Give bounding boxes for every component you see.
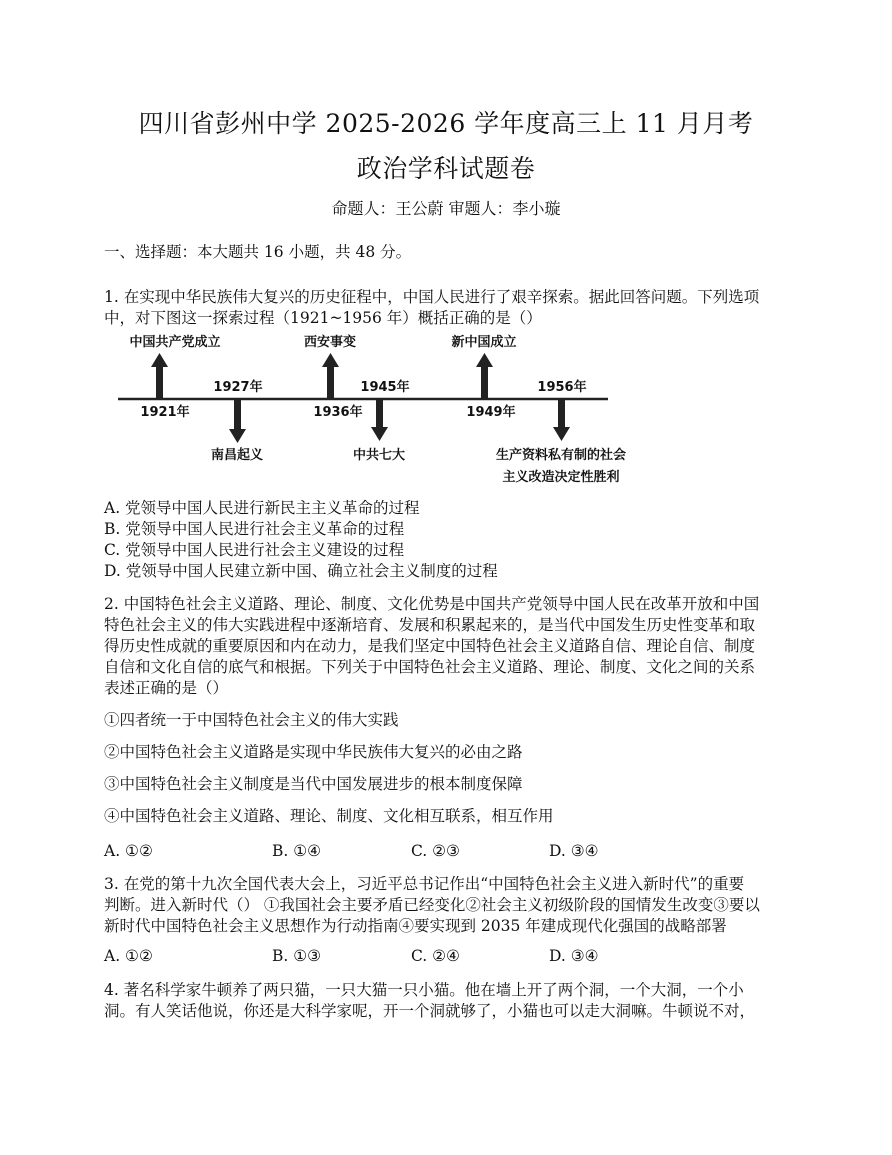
up-arrow-icon <box>151 353 168 399</box>
up-arrow-icon <box>322 353 339 399</box>
q2-text-line-4: 自信和文化自信的底气和根据。下列关于中国特色社会主义道路、理论、制度、文化之间的关系 <box>104 658 756 676</box>
q2-statement-3: ③中国特色社会主义制度是当代中国发展进步的根本制度保障 <box>104 775 523 793</box>
q3-text-line-2: 判断。进入新时代（） ①我国社会主要矛盾已经变化②社会主义初级阶段的国情发生改变③要以 <box>104 896 760 914</box>
exam-title: 四川省彭州中学 2025-2026 学年度高三上 11 月月考 <box>138 109 754 138</box>
event-label-1945: 中共七大 <box>352 448 406 463</box>
q2-option-a: A. ①② <box>104 842 153 860</box>
down-arrow-icon <box>229 399 246 443</box>
q3-option-a: A. ①② <box>104 947 153 965</box>
event-label-1949: 新中国成立 <box>451 335 517 350</box>
timeline-diagram <box>0 325 892 495</box>
event-label-1956-line-1: 生产资料私有制的社会 <box>495 448 627 463</box>
q2-text-line-1: 2. 中国特色社会主义道路、理论、制度、文化优势是中国共产党领导中国人民在改革开放和中国 <box>104 595 760 613</box>
section-heading: 一、选择题：本大题共 16 小题，共 48 分。 <box>104 243 412 261</box>
exam-subtitle: 政治学科试题卷 <box>356 154 536 183</box>
year-label-1927: 1927年 <box>213 380 263 395</box>
authors-line: 命题人：王公蔚 审题人：李小璇 <box>331 199 561 218</box>
q2-text-line-3: 得历史性成就的重要原因和内在动力，是我们坚定中国特色社会主义道路自信、理论自信、制度 <box>104 637 756 655</box>
q4-text-line-1: 4. 著名科学家牛顿养了两只猫，一只大猫一只小猫。他在墙上开了两个洞，一个大洞，一个小 <box>104 981 744 999</box>
event-label-1921: 中国共产党成立 <box>129 335 221 350</box>
q1-option-b: B. 党领导中国人民进行社会主义革命的过程 <box>104 520 405 538</box>
q2-option-c: C. ②③ <box>411 842 460 860</box>
q1-option-c: C. 党领导中国人民进行社会主义建设的过程 <box>104 541 405 559</box>
q3-text-line-1: 3. 在党的第十九次全国代表大会上，习近平总书记作出“中国特色社会主义进入新时代”的重要 <box>104 875 745 893</box>
event-label-1956-line-2: 主义改造决定性胜利 <box>502 470 620 485</box>
q2-option-d: D. ③④ <box>549 842 599 860</box>
q1-option-d: D. 党领导中国人民建立新中国、确立社会主义制度的过程 <box>104 562 498 580</box>
year-label-1949: 1949年 <box>466 405 516 420</box>
year-label-1921: 1921年 <box>140 405 190 420</box>
q3-text-line-3: 新时代中国特色社会主义思想作为行动指南④要实现到 2035 年建成现代化强国的战略部署 <box>104 917 727 935</box>
q3-option-d: D. ③④ <box>549 947 599 965</box>
q2-text-line-2: 特色社会主义的伟大实践进程中逐渐培育、发展和积累起来的，是当代中国发生历史性变革和取 <box>104 616 756 634</box>
q2-text-line-5: 表述正确的是（） <box>104 679 229 697</box>
q3-option-c: C. ②④ <box>411 947 460 965</box>
down-arrow-icon <box>371 399 388 441</box>
event-label-1936: 西安事变 <box>303 335 357 350</box>
q2-statement-2: ②中国特色社会主义道路是实现中华民族伟大复兴的必由之路 <box>104 743 523 761</box>
year-label-1945: 1945年 <box>360 380 410 395</box>
q1-text-line-1: 1. 在实现中华民族伟大复兴的历史征程中，中国人民进行了艰辛探索。据此回答问题。下列选项 <box>104 288 760 306</box>
event-label-1927: 南昌起义 <box>210 448 264 463</box>
q2-statement-1: ①四者统一于中国特色社会主义的伟大实践 <box>104 711 399 729</box>
year-label-1936: 1936年 <box>313 405 363 420</box>
q1-text-line-2: 中，对下图这一探索过程（1921~1956 年）概括正确的是（） <box>104 309 542 327</box>
q1-option-a: A. 党领导中国人民进行新民主主义革命的过程 <box>104 499 420 517</box>
up-arrow-icon <box>476 353 493 399</box>
q4-text-line-2: 洞。有人笑话他说，你还是大科学家呢，开一个洞就够了，小猫也可以走大洞嘛。牛顿说不对， <box>104 1002 756 1020</box>
year-label-1956: 1956年 <box>537 380 587 395</box>
q2-statement-4: ④中国特色社会主义道路、理论、制度、文化相互联系，相互作用 <box>104 807 554 825</box>
q2-option-b: B. ①④ <box>272 842 322 860</box>
down-arrow-icon <box>553 399 570 441</box>
q3-option-b: B. ①③ <box>272 947 322 965</box>
